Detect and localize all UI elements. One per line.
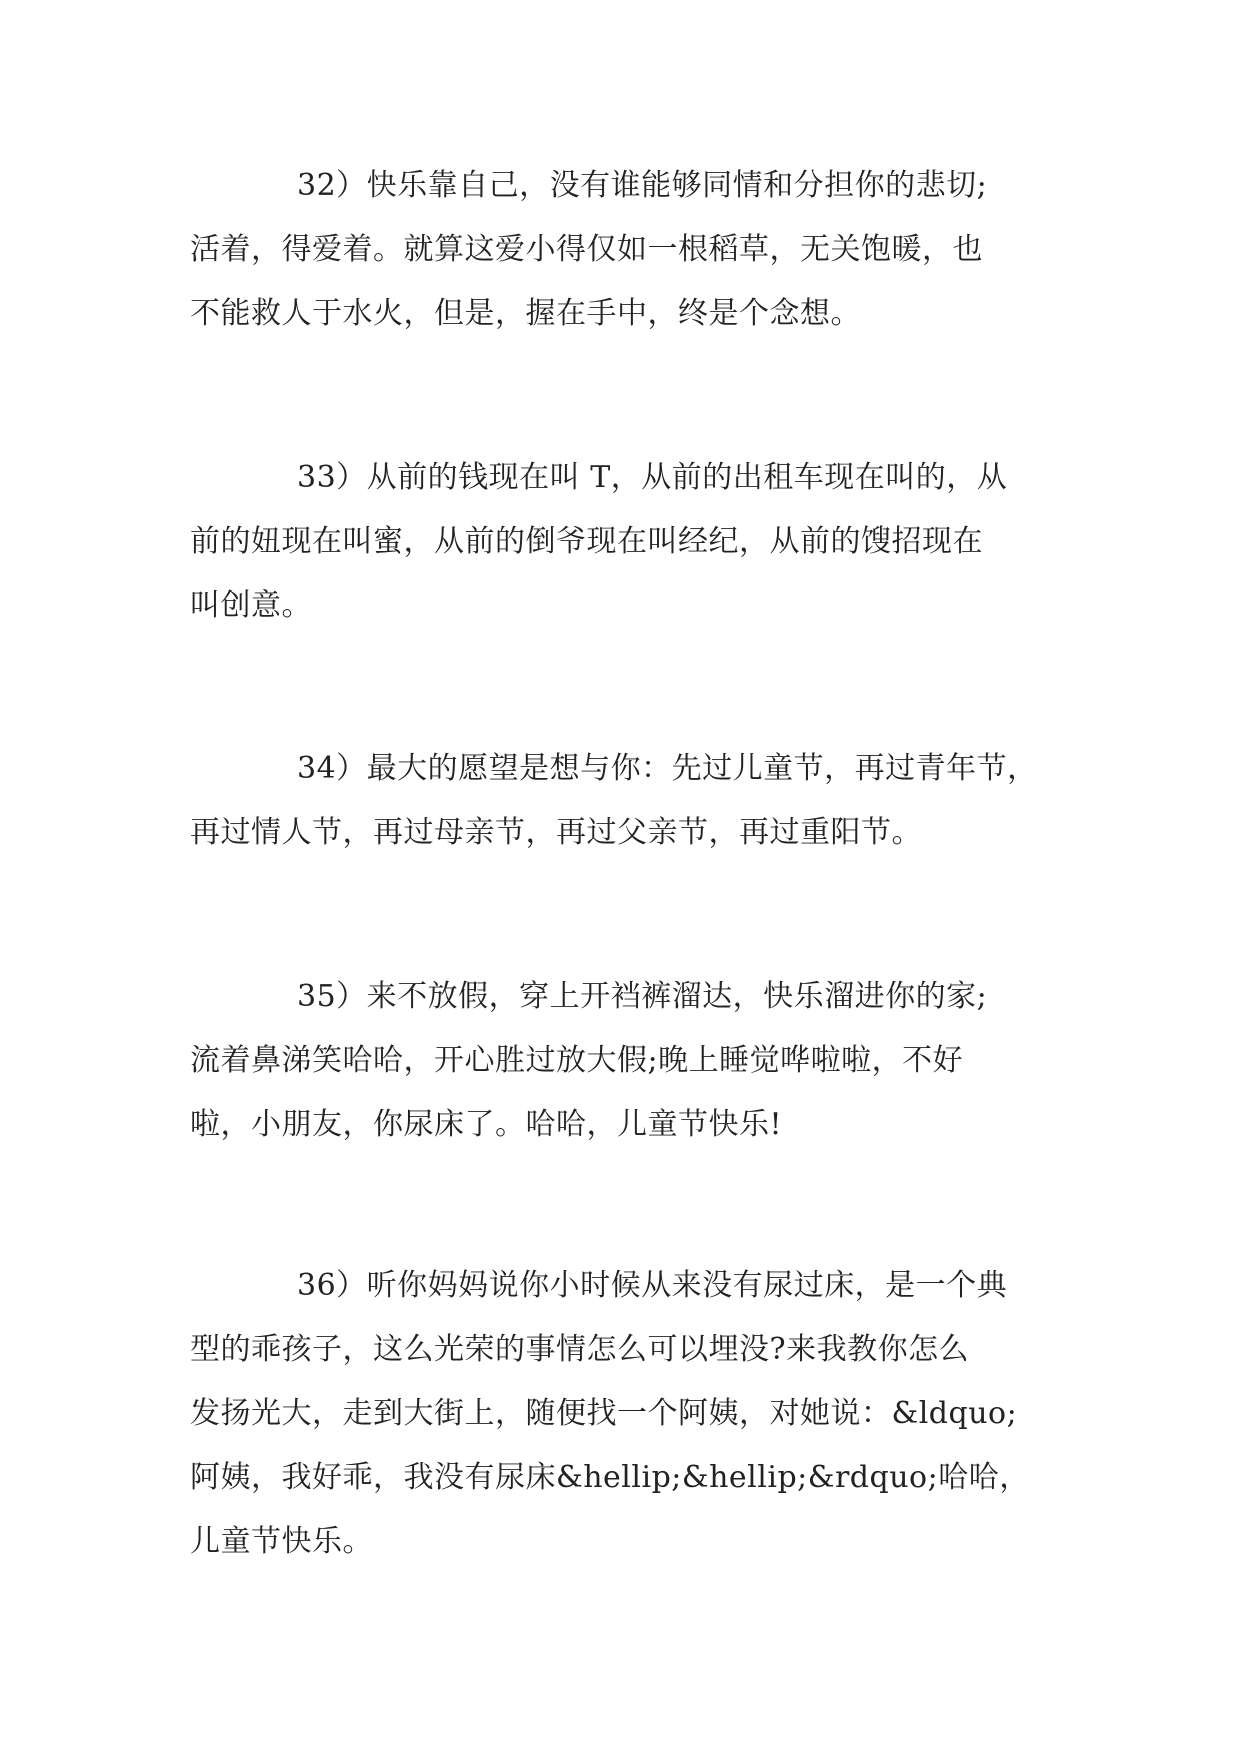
paragraph-line: 32）快乐靠自己，没有谁能够同情和分担你的悲切; [297, 168, 988, 203]
paragraph-line: 35）来不放假，穿上开裆裤溜达，快乐溜进你的家; [297, 979, 988, 1014]
paragraph-line: 发扬光大，走到大街上，随便找一个阿姨，对她说：&ldquo; [190, 1396, 1018, 1431]
paragraph-line: 型的乖孩子，这么光荣的事情怎么可以埋没?来我教你怎么 [190, 1332, 970, 1367]
paragraph-line: 啦，小朋友，你尿床了。哈哈，儿童节快乐! [190, 1107, 783, 1142]
paragraph-line: 前的妞现在叫蜜，从前的倒爷现在叫经纪，从前的馊招现在 [190, 524, 983, 559]
paragraph-line: 34）最大的愿望是想与你：先过儿童节，再过青年节， [297, 751, 1038, 786]
paragraph-line: 阿姨，我好乖，我没有尿床&hellip;&hellip;&rdquo;哈哈， [190, 1460, 1030, 1495]
paragraph-line: 儿童节快乐。 [190, 1524, 373, 1559]
paragraph-line: 33）从前的钱现在叫 T，从前的出租车现在叫的，从 [297, 460, 1008, 495]
paragraph-line: 叫创意。 [190, 588, 312, 623]
paragraph-36 [190, 1254, 1070, 1574]
paragraph-line: 再过情人节，再过母亲节，再过父亲节，再过重阳节。 [190, 815, 922, 850]
paragraph-32 [190, 154, 1070, 346]
paragraph-33 [190, 446, 1070, 638]
paragraph-34 [190, 737, 1070, 865]
paragraph-35 [190, 965, 1070, 1157]
paragraph-line: 流着鼻涕笑哈哈，开心胜过放大假;晚上睡觉哗啦啦，不好 [190, 1043, 964, 1078]
paragraph-line: 活着，得爱着。就算这爱小得仅如一根稻草，无关饱暖，也 [190, 232, 983, 267]
paragraph-line: 36）听你妈妈说你小时候从来没有尿过床，是一个典 [297, 1268, 1008, 1303]
paragraph-line: 不能救人于水火，但是，握在手中，终是个念想。 [190, 296, 861, 331]
